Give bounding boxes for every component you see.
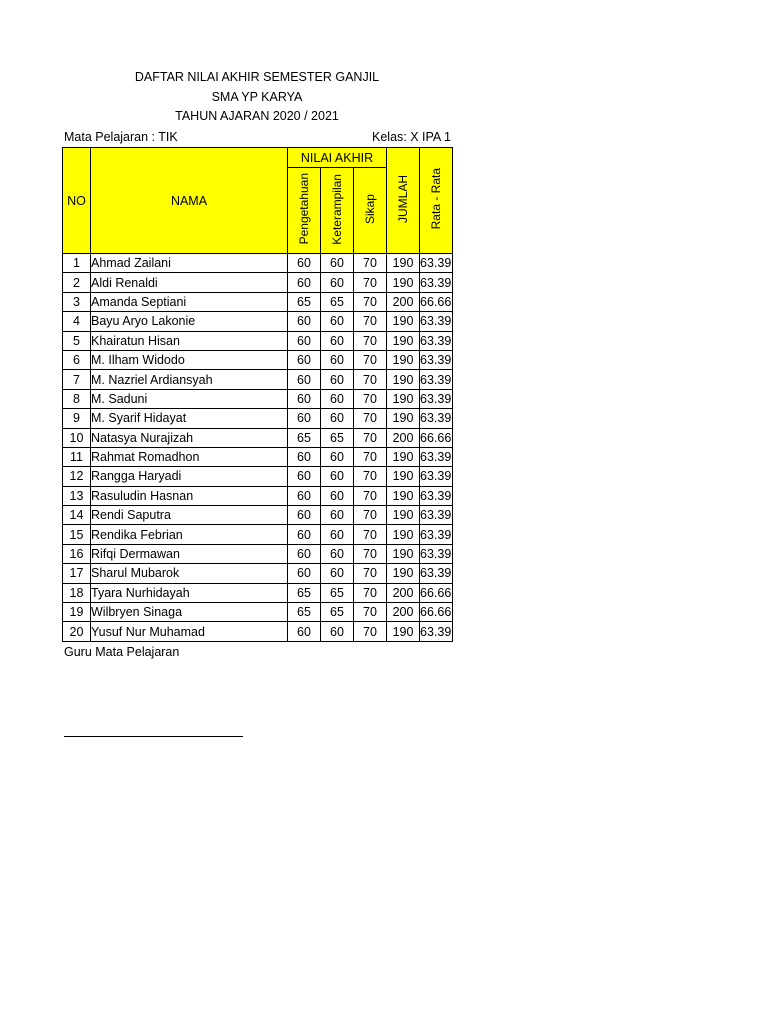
header-name: NAMA	[91, 148, 288, 254]
grades-table	[62, 147, 453, 642]
cell-name: Rangga Haryadi	[91, 467, 288, 486]
cell-attitude: 70	[354, 409, 387, 428]
cell-no: 9	[63, 409, 91, 428]
cell-name: Rendika Febrian	[91, 525, 288, 544]
cell-total: 190	[387, 331, 420, 350]
table-row	[63, 467, 453, 486]
cell-no: 3	[63, 292, 91, 311]
cell-total: 190	[387, 486, 420, 505]
cell-average: 66.66	[420, 428, 453, 447]
cell-name: Ahmad Zailani	[91, 254, 288, 273]
header-attitude	[354, 168, 387, 254]
cell-total: 190	[387, 350, 420, 369]
cell-average: 63.39	[420, 389, 453, 408]
cell-name: Bayu Aryo Lakonie	[91, 312, 288, 331]
cell-knowledge: 60	[288, 254, 321, 273]
cell-skills: 60	[321, 273, 354, 292]
cell-knowledge: 60	[288, 389, 321, 408]
cell-attitude: 70	[354, 525, 387, 544]
cell-name: Khairatun Hisan	[91, 331, 288, 350]
cell-name: Amanda Septiani	[91, 292, 288, 311]
cell-skills: 60	[321, 331, 354, 350]
table-row	[63, 525, 453, 544]
cell-no: 1	[63, 254, 91, 273]
cell-total: 200	[387, 603, 420, 622]
cell-average: 63.39	[420, 254, 453, 273]
cell-no: 4	[63, 312, 91, 331]
cell-knowledge: 60	[288, 467, 321, 486]
cell-average: 63.39	[420, 331, 453, 350]
title-line-3: TAHUN AJARAN 2020 / 2021	[175, 109, 339, 123]
cell-knowledge: 65	[288, 603, 321, 622]
cell-no: 8	[63, 389, 91, 408]
table-row	[63, 312, 453, 331]
cell-name: Rifqi Dermawan	[91, 544, 288, 563]
meta-row	[64, 129, 451, 146]
cell-knowledge: 60	[288, 506, 321, 525]
table-row	[63, 447, 453, 466]
table-row	[63, 622, 453, 641]
header-skills-label: Keterampilan	[330, 173, 344, 245]
cell-average: 63.39	[420, 467, 453, 486]
table-row	[63, 506, 453, 525]
cell-total: 190	[387, 525, 420, 544]
cell-attitude: 70	[354, 428, 387, 447]
cell-attitude: 70	[354, 622, 387, 641]
cell-skills: 65	[321, 603, 354, 622]
cell-knowledge: 65	[288, 428, 321, 447]
cell-average: 66.66	[420, 583, 453, 602]
cell-knowledge: 60	[288, 525, 321, 544]
cell-attitude: 70	[354, 544, 387, 563]
cell-knowledge: 65	[288, 583, 321, 602]
cell-attitude: 70	[354, 331, 387, 350]
cell-name: Aldi Renaldi	[91, 273, 288, 292]
table-row	[63, 409, 453, 428]
table-row	[63, 389, 453, 408]
cell-total: 200	[387, 583, 420, 602]
cell-skills: 60	[321, 622, 354, 641]
cell-attitude: 70	[354, 564, 387, 583]
cell-average: 63.39	[420, 486, 453, 505]
table-header	[63, 148, 453, 254]
cell-average: 63.39	[420, 525, 453, 544]
cell-average: 66.66	[420, 292, 453, 311]
table-row	[63, 603, 453, 622]
header-group-final-grade: NILAI AKHIR	[288, 148, 387, 168]
cell-total: 200	[387, 428, 420, 447]
cell-skills: 60	[321, 389, 354, 408]
cell-knowledge: 60	[288, 409, 321, 428]
cell-skills: 60	[321, 525, 354, 544]
cell-skills: 60	[321, 254, 354, 273]
cell-average: 63.39	[420, 506, 453, 525]
header-attitude-label: Sikap	[363, 193, 377, 225]
cell-knowledge: 60	[288, 486, 321, 505]
table-row	[63, 350, 453, 369]
cell-total: 190	[387, 564, 420, 583]
cell-knowledge: 65	[288, 292, 321, 311]
cell-average: 63.39	[420, 447, 453, 466]
cell-name: Rendi Saputra	[91, 506, 288, 525]
table-row	[63, 292, 453, 311]
cell-total: 190	[387, 370, 420, 389]
cell-attitude: 70	[354, 486, 387, 505]
cell-knowledge: 60	[288, 447, 321, 466]
cell-no: 5	[63, 331, 91, 350]
cell-name: M. Saduni	[91, 389, 288, 408]
cell-skills: 60	[321, 312, 354, 331]
table-row	[63, 486, 453, 505]
table-row	[63, 370, 453, 389]
cell-no: 14	[63, 506, 91, 525]
table-row	[63, 544, 453, 563]
cell-skills: 65	[321, 428, 354, 447]
cell-no: 19	[63, 603, 91, 622]
header-average	[420, 148, 453, 254]
document-title-block	[62, 68, 452, 127]
cell-skills: 60	[321, 467, 354, 486]
cell-skills: 65	[321, 292, 354, 311]
teacher-label: Guru Mata Pelajaran	[64, 645, 180, 659]
cell-no: 7	[63, 370, 91, 389]
table-row	[63, 331, 453, 350]
cell-skills: 60	[321, 350, 354, 369]
class-label: Kelas: X IPA 1	[372, 130, 451, 144]
cell-total: 190	[387, 622, 420, 641]
cell-no: 13	[63, 486, 91, 505]
header-total	[387, 148, 420, 254]
cell-attitude: 70	[354, 506, 387, 525]
header-knowledge-label: Pengetahuan	[297, 173, 311, 245]
cell-knowledge: 60	[288, 564, 321, 583]
cell-skills: 65	[321, 583, 354, 602]
cell-no: 15	[63, 525, 91, 544]
cell-average: 63.39	[420, 350, 453, 369]
cell-no: 16	[63, 544, 91, 563]
header-total-label: JUMLAH	[396, 174, 410, 223]
cell-no: 10	[63, 428, 91, 447]
cell-total: 190	[387, 389, 420, 408]
cell-average: 63.39	[420, 622, 453, 641]
cell-knowledge: 60	[288, 370, 321, 389]
header-knowledge	[288, 168, 321, 254]
cell-knowledge: 60	[288, 622, 321, 641]
table-row	[63, 254, 453, 273]
subject-label: Mata Pelajaran : TIK	[64, 130, 178, 144]
cell-total: 190	[387, 254, 420, 273]
cell-name: Yusuf Nur Muhamad	[91, 622, 288, 641]
cell-skills: 60	[321, 564, 354, 583]
cell-name: M. Nazriel Ardiansyah	[91, 370, 288, 389]
cell-skills: 60	[321, 447, 354, 466]
cell-attitude: 70	[354, 389, 387, 408]
cell-total: 190	[387, 273, 420, 292]
cell-no: 17	[63, 564, 91, 583]
cell-no: 11	[63, 447, 91, 466]
cell-total: 190	[387, 312, 420, 331]
cell-average: 63.39	[420, 312, 453, 331]
cell-total: 190	[387, 467, 420, 486]
cell-name: Rasuludin Hasnan	[91, 486, 288, 505]
cell-knowledge: 60	[288, 350, 321, 369]
header-no: NO	[63, 148, 91, 254]
cell-no: 2	[63, 273, 91, 292]
table-row	[63, 428, 453, 447]
cell-name: Rahmat Romadhon	[91, 447, 288, 466]
cell-name: Sharul Mubarok	[91, 564, 288, 583]
cell-total: 200	[387, 292, 420, 311]
cell-total: 190	[387, 447, 420, 466]
cell-no: 20	[63, 622, 91, 641]
cell-attitude: 70	[354, 370, 387, 389]
table-row	[63, 273, 453, 292]
cell-skills: 60	[321, 506, 354, 525]
table-body	[63, 254, 453, 642]
cell-no: 12	[63, 467, 91, 486]
cell-attitude: 70	[354, 350, 387, 369]
cell-total: 190	[387, 544, 420, 563]
table-row	[63, 583, 453, 602]
cell-name: Wilbryen Sinaga	[91, 603, 288, 622]
cell-knowledge: 60	[288, 273, 321, 292]
cell-skills: 60	[321, 370, 354, 389]
cell-average: 63.39	[420, 370, 453, 389]
cell-average: 66.66	[420, 603, 453, 622]
cell-average: 63.39	[420, 544, 453, 563]
title-line-2: SMA YP KARYA	[211, 89, 303, 104]
cell-total: 190	[387, 409, 420, 428]
cell-average: 63.39	[420, 273, 453, 292]
cell-attitude: 70	[354, 292, 387, 311]
cell-total: 190	[387, 506, 420, 525]
cell-name: M. Syarif Hidayat	[91, 409, 288, 428]
cell-name: M. Ilham Widodo	[91, 350, 288, 369]
cell-no: 6	[63, 350, 91, 369]
cell-skills: 60	[321, 544, 354, 563]
cell-average: 63.39	[420, 564, 453, 583]
cell-attitude: 70	[354, 467, 387, 486]
cell-knowledge: 60	[288, 331, 321, 350]
header-average-label: Rata - Rata	[429, 168, 443, 230]
cell-name: Natasya Nurajizah	[91, 428, 288, 447]
cell-attitude: 70	[354, 254, 387, 273]
cell-knowledge: 60	[288, 312, 321, 331]
cell-average: 63.39	[420, 409, 453, 428]
cell-attitude: 70	[354, 273, 387, 292]
cell-attitude: 70	[354, 603, 387, 622]
title-line-1: DAFTAR NILAI AKHIR SEMESTER GANJIL	[134, 70, 380, 84]
cell-skills: 60	[321, 486, 354, 505]
cell-attitude: 70	[354, 312, 387, 331]
cell-attitude: 70	[354, 447, 387, 466]
header-skills	[321, 168, 354, 254]
cell-no: 18	[63, 583, 91, 602]
cell-skills: 60	[321, 409, 354, 428]
signature-line	[64, 736, 243, 737]
cell-knowledge: 60	[288, 544, 321, 563]
table-row	[63, 564, 453, 583]
cell-name: Tyara Nurhidayah	[91, 583, 288, 602]
cell-attitude: 70	[354, 583, 387, 602]
